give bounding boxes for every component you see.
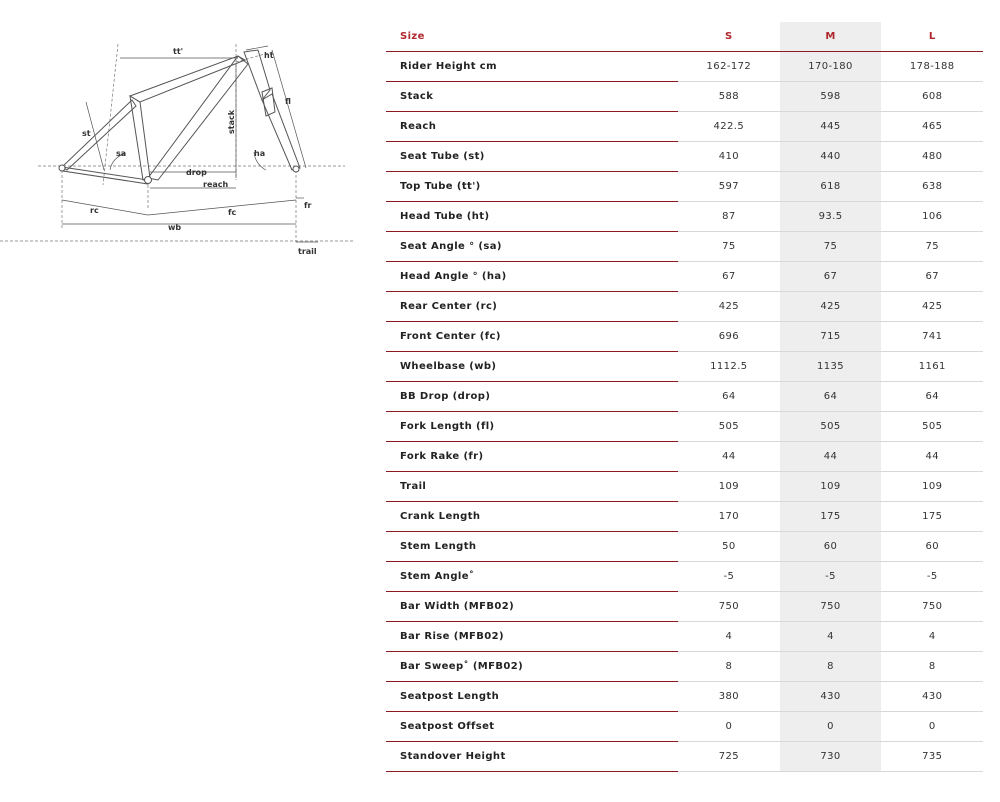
row-label: Reach [386,112,678,142]
size-value: 425 [780,292,882,322]
label-st: st [82,129,91,138]
label-ha: ha [254,149,266,158]
geometry-diagram [0,30,360,270]
size-value: 608 [881,82,983,112]
label-fr: fr [304,201,312,210]
size-value: 67 [678,262,780,292]
size-value: 64 [881,382,983,412]
table-row [386,262,983,292]
table-row [386,292,983,322]
row-label: Rider Height cm [386,52,678,82]
table-row [386,712,983,742]
row-label: Bar Width (MFB02) [386,592,678,622]
size-value: 0 [881,712,983,742]
table-row [386,232,983,262]
row-label: Fork Rake (fr) [386,442,678,472]
label-trail: trail [298,247,317,256]
size-value: 750 [780,592,882,622]
size-value: 162-172 [678,52,780,82]
size-value: 598 [780,82,882,112]
table-row [386,502,983,532]
size-value: 696 [678,322,780,352]
size-value: 50 [678,532,780,562]
table-row [386,412,983,442]
row-label: Trail [386,472,678,502]
size-value: 480 [881,142,983,172]
table-header-row [386,22,983,52]
table-row [386,202,983,232]
size-value: 422.5 [678,112,780,142]
table-row [386,742,983,772]
size-value: 425 [678,292,780,322]
geometry-table [386,22,983,772]
size-value: 64 [678,382,780,412]
table-row [386,442,983,472]
size-value: 505 [881,412,983,442]
table-row [386,532,983,562]
table-row [386,652,983,682]
row-label: Stack [386,82,678,112]
table-row [386,352,983,382]
table-row [386,382,983,412]
label-stack: stack [227,109,236,134]
label-wb: wb [168,223,182,232]
size-value: 1135 [780,352,882,382]
table-row [386,592,983,622]
label-drop: drop [186,168,207,177]
size-value: 60 [881,532,983,562]
size-value: 8 [780,652,882,682]
row-label: Bar Rise (MFB02) [386,622,678,652]
size-value: 638 [881,172,983,202]
size-value: 67 [881,262,983,292]
size-value: 0 [678,712,780,742]
size-value: 750 [678,592,780,622]
table-row [386,52,983,82]
row-label: Head Tube (ht) [386,202,678,232]
size-value: 440 [780,142,882,172]
size-value: 4 [780,622,882,652]
row-label: Seat Angle ° (sa) [386,232,678,262]
row-label: Bar Sweep˚ (MFB02) [386,652,678,682]
table-row [386,622,983,652]
size-value: -5 [881,562,983,592]
row-label: Wheelbase (wb) [386,352,678,382]
table-row [386,322,983,352]
size-value: 93.5 [780,202,882,232]
size-value: 715 [780,322,882,352]
size-value: 750 [881,592,983,622]
row-label: Front Center (fc) [386,322,678,352]
label-fc: fc [228,208,237,217]
size-value: 175 [780,502,882,532]
row-label: Seatpost Offset [386,712,678,742]
label-fl: fl [285,97,291,106]
size-m-header: M [780,22,882,52]
size-value: 175 [881,502,983,532]
size-value: 170 [678,502,780,532]
table-row [386,142,983,172]
size-value: 618 [780,172,882,202]
row-label: BB Drop (drop) [386,382,678,412]
size-value: 8 [881,652,983,682]
size-value: 170-180 [780,52,882,82]
size-value: 735 [881,742,983,772]
size-value: 178-188 [881,52,983,82]
size-value: 75 [678,232,780,262]
size-value: 505 [780,412,882,442]
size-value: 505 [678,412,780,442]
row-label: Rear Center (rc) [386,292,678,322]
frame-geometry-drawing [0,30,360,270]
size-header: Size [386,22,678,52]
label-reach: reach [203,180,229,189]
size-value: 106 [881,202,983,232]
size-value: 87 [678,202,780,232]
size-s-header: S [678,22,780,52]
row-label: Crank Length [386,502,678,532]
size-value: 465 [881,112,983,142]
size-value: 1161 [881,352,983,382]
row-label: Seatpost Length [386,682,678,712]
size-value: 75 [780,232,882,262]
size-value: 741 [881,322,983,352]
size-value: 380 [678,682,780,712]
row-label: Stem Length [386,532,678,562]
size-value: 44 [678,442,780,472]
size-value: -5 [780,562,882,592]
table-row [386,112,983,142]
size-value: -5 [678,562,780,592]
size-value: 109 [678,472,780,502]
size-value: 44 [881,442,983,472]
size-value: 44 [780,442,882,472]
size-value: 75 [881,232,983,262]
size-l-header: L [881,22,983,52]
table-row [386,562,983,592]
table-row [386,682,983,712]
table-row [386,82,983,112]
row-label: Head Angle ° (ha) [386,262,678,292]
row-label: Standover Height [386,742,678,772]
label-sa: sa [116,149,127,158]
size-value: 410 [678,142,780,172]
size-value: 8 [678,652,780,682]
size-value: 597 [678,172,780,202]
size-value: 4 [678,622,780,652]
label-ht: ht [264,51,274,60]
size-value: 64 [780,382,882,412]
row-label: Top Tube (tt') [386,172,678,202]
label-tt: tt' [173,47,184,56]
size-value: 445 [780,112,882,142]
size-value: 60 [780,532,882,562]
size-value: 730 [780,742,882,772]
size-value: 67 [780,262,882,292]
size-value: 109 [780,472,882,502]
row-label: Fork Length (fl) [386,412,678,442]
size-value: 0 [780,712,882,742]
size-value: 588 [678,82,780,112]
size-value: 1112.5 [678,352,780,382]
size-value: 430 [881,682,983,712]
table-row [386,172,983,202]
table-row [386,472,983,502]
row-label: Stem Angle˚ [386,562,678,592]
size-value: 4 [881,622,983,652]
size-value: 430 [780,682,882,712]
size-value: 725 [678,742,780,772]
size-value: 425 [881,292,983,322]
size-value: 109 [881,472,983,502]
label-rc: rc [90,206,99,215]
row-label: Seat Tube (st) [386,142,678,172]
